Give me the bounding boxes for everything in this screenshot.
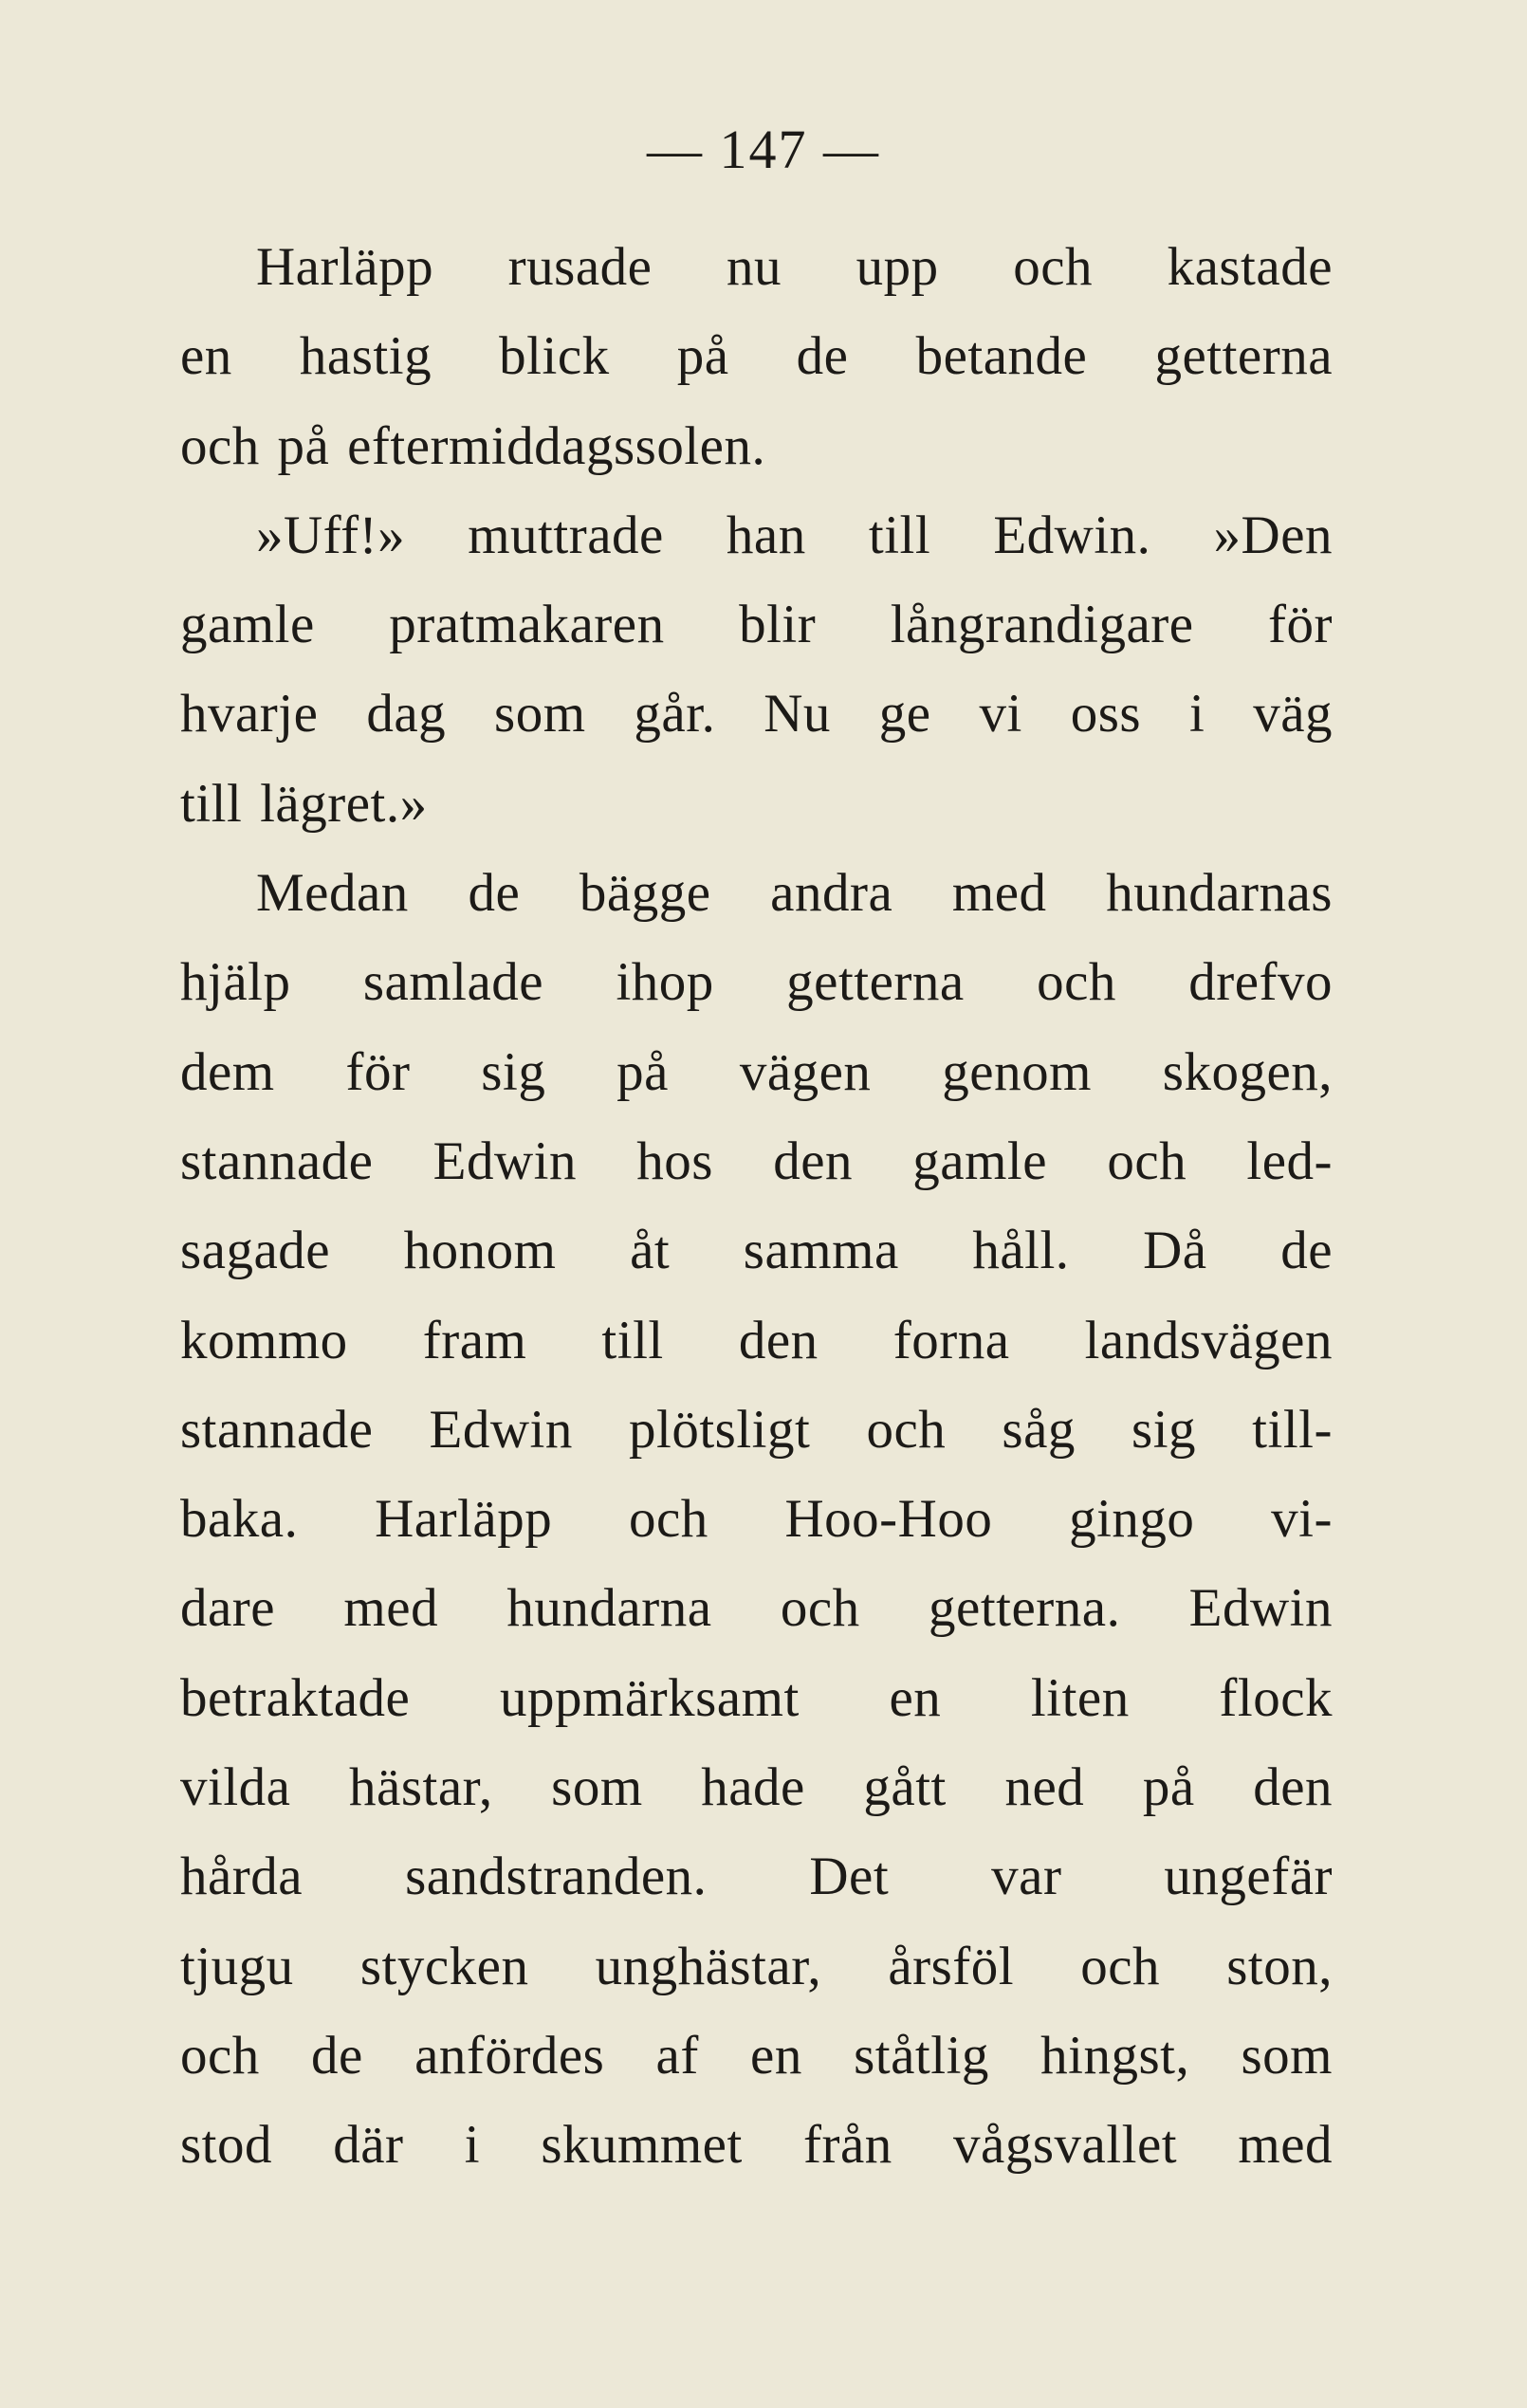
text-line: stannade Edwin hos den gamle och led- [180,1130,1333,1191]
text-line: dare med hundarna och getterna. Edwin [180,1578,1333,1639]
body-text [180,223,1333,2191]
text-line: Harläpp rusade nu upp och kastade [256,237,1333,297]
page-number: — 147 — [647,119,880,180]
text-line: hårda sandstranden. Det var ungefär [180,1847,1333,1907]
text-line: till lägret.» [180,773,428,834]
text-line: Medan de bägge andra med hundarnas [256,863,1333,924]
text-line: »Uff!» muttrade han till Edwin. »Den [256,505,1333,565]
text-line: betraktade uppmärksamt en liten flock [180,1667,1333,1728]
text-line: hvarje dag som går. Nu ge vi oss i väg [180,684,1333,744]
text-line: kommo fram till den forna landsvägen [180,1310,1333,1370]
text-line: baka. Harläpp och Hoo-Hoo gingo vi- [180,1489,1333,1550]
text-line: och på eftermiddagssolen. [180,415,766,476]
text-line: stod där i skummet från vågsvallet med [180,2115,1333,2176]
text-line: och de anfördes af en ståtlig hingst, som [180,2025,1333,2086]
text-line: stannade Edwin plötsligt och såg sig till- [180,1399,1333,1460]
text-line: en hastig blick på de betande getterna [180,326,1333,387]
text-line: dem för sig på vägen genom skogen, [180,1041,1333,1102]
text-line: hjälp samlade ihop getterna och drefvo [180,952,1333,1013]
text-line: sagade honom åt samma håll. Då de [180,1221,1333,1281]
text-line: gamle pratmakaren blir långrandigare för [180,595,1333,655]
text-line: vilda hästar, som hade gått ned på den [180,1757,1333,1818]
text-line: tjugu stycken unghästar, årsföl och ston, [180,1936,1333,1996]
